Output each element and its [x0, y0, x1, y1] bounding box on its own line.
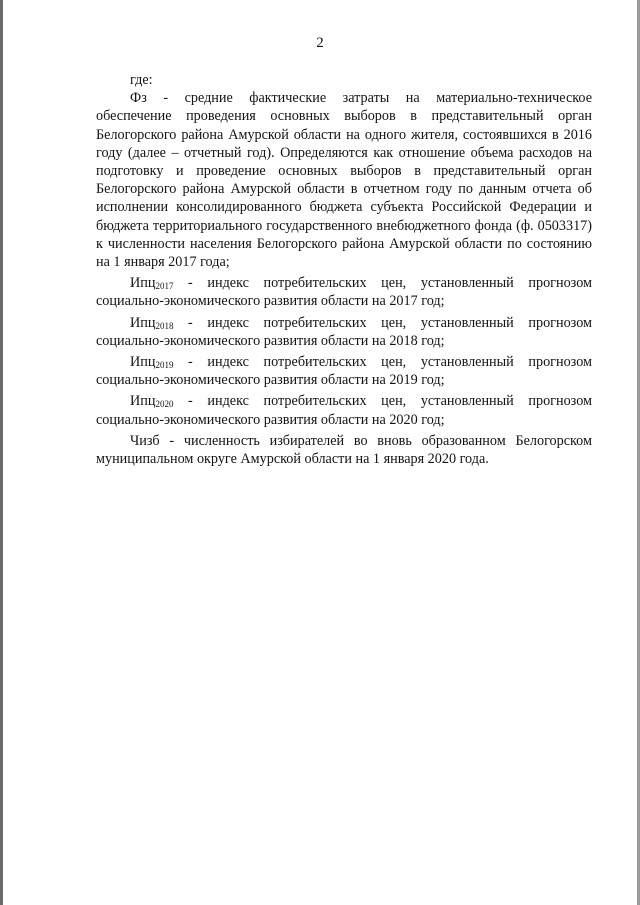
definition-symbol: Ипц	[130, 393, 156, 410]
definition-ipc-2020	[96, 392, 592, 428]
definition-subscript: 2020	[155, 399, 174, 410]
definition-ipc-2017	[96, 274, 592, 310]
definition-symbol: Ипц	[130, 314, 156, 331]
page-number: 2	[316, 35, 324, 51]
definition-fz	[96, 89, 592, 271]
definition-ipc-2019	[96, 353, 592, 389]
definition-subscript: 2018	[155, 320, 174, 331]
definition-symbol: Ипц	[130, 275, 156, 292]
definition-ipc-2018	[96, 314, 592, 350]
definition-symbol: Ипц	[130, 354, 156, 371]
definition-text: - индекс потребительских цен, установленный прогнозом социально-экономического развития области на 2020 год;	[96, 393, 592, 428]
definition-symbol: Фз	[130, 90, 147, 107]
definition-text: - средние фактические затраты на материально-техническое обеспечение проведения основных выборов в представительный орган Белогорского района Амурской области на одного жителя, состоявшихся в 2016 году (далее – отчетный год). Определяются как отношение объема расходов на подготовку и проведение основных выборов в представительный орган Белогорского района Амурской области в отчетном году по данным отчета об исполнении консолидированного бюджета субъекта Российской Федерации и бюджета территориального государственного внебюджетного фонда (ф. 0503317) к численности населения Белогорского района Амурской области по состоянию на 1 января 2017 года;	[96, 90, 592, 271]
document-body	[96, 71, 592, 468]
definition-text: - численность избирателей во вновь образованном Белогорском муниципальном округе Амурской области на 1 января 2020 года.	[96, 432, 592, 468]
definition-text: - индекс потребительских цен, установленный прогнозом социально-экономического развития области на 2017 год;	[96, 275, 592, 310]
definition-chizb	[96, 432, 592, 468]
where-label: где:	[130, 72, 153, 88]
definition-subscript: 2017	[155, 281, 174, 292]
definition-text: - индекс потребительских цен, установленный прогнозом социально-экономического развития области на 2018 год;	[96, 314, 592, 349]
definition-subscript: 2019	[155, 360, 174, 371]
scan-left-edge	[0, 0, 3, 905]
definition-symbol: Чизб	[130, 432, 160, 449]
definition-text: - индекс потребительских цен, установленный прогнозом социально-экономического развития области на 2019 год;	[96, 354, 592, 389]
